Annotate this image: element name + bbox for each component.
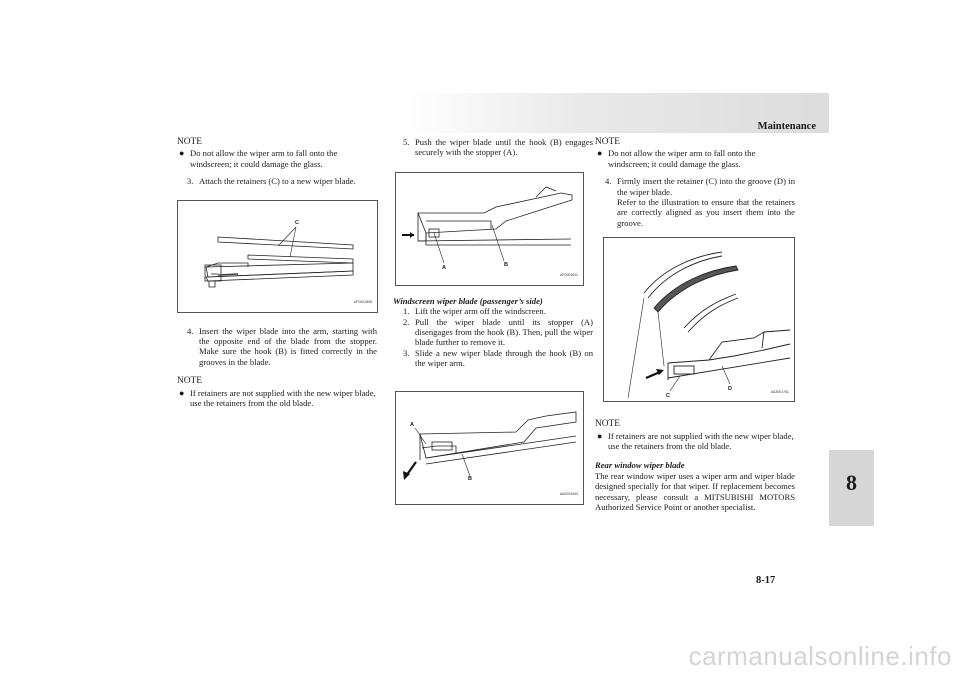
wiper-retainer-illustration: [178, 201, 377, 312]
label-c: C: [295, 219, 299, 226]
step-4-detail: [595, 197, 795, 228]
page-number: 8-17: [756, 575, 776, 586]
step-text: Attach the retainers (C) to a new wiper blade.: [199, 176, 356, 187]
figure-retainer-insert: [603, 237, 795, 402]
figure-code: AF0001811: [560, 273, 578, 278]
section-title: Maintenance: [757, 121, 816, 132]
label-a: A: [442, 264, 446, 271]
step-number: 5.: [403, 137, 410, 147]
column-1: [177, 137, 377, 408]
label-b: B: [504, 261, 508, 268]
note-text: Do not allow the wiper arm to fall onto the windscreen; it could damage the glass.: [608, 148, 756, 169]
step-3: [177, 176, 377, 186]
step-text: Push the wiper blade until the hook (B) engages securely with the stopper (A).: [415, 137, 593, 158]
note-bullet: [595, 148, 795, 169]
step-number: 2.: [403, 316, 410, 327]
label-d: D: [728, 386, 732, 393]
note-label: NOTE: [595, 419, 620, 430]
section-heading: Rear window wiper blade: [595, 460, 685, 471]
rear-wiper-paragraph: The rear window wiper uses a wiper arm and wiper blade designed specially for that wiper. If replacement becomes necessary, please consult a MITSUBISHI MOTORS Authorized Service Point or another specialist.: [595, 470, 795, 513]
chapter-number: 8: [846, 470, 857, 495]
step-text: Slide a new wiper blade through the hook (B) on the wiper arm.: [415, 347, 593, 369]
bullet-icon: ●: [597, 430, 603, 441]
note-text: Do not allow the wiper arm to fall onto the windscreen; it could damage the glass.: [190, 148, 338, 169]
bullet-icon: ●: [597, 148, 603, 159]
bullet-icon: ●: [179, 387, 185, 398]
step-number: 1.: [403, 306, 410, 317]
step-text: Refer to the illustration to ensure that the retainers are correctly aligned as you insert them into the groove.: [617, 197, 795, 228]
note-text: If retainers are not supplied with the new wiper blade, use the retainers from the old blade.: [190, 387, 376, 409]
step-number: 4.: [605, 176, 612, 187]
column-2: [393, 137, 593, 505]
note-label: NOTE: [595, 137, 620, 147]
step-text: Pull the wiper blade until its stopper (A) disengages from the hook (B). Then, pull the wiper blade further to remove it.: [415, 316, 593, 348]
step-5: [393, 137, 593, 158]
list-item: [393, 317, 593, 348]
step-text: Insert the wiper blade into the arm, starting with the opposite end of the blade from the stopper. Make sure the hook (B) is fitted correctly in the grooves in the blade.: [199, 325, 377, 367]
section-heading: Windscreen wiper blade (passenger’s side): [393, 295, 543, 306]
note-bullet: [177, 388, 377, 409]
figure-hook-slide: [395, 391, 584, 505]
list-item: [393, 306, 593, 316]
note-text: If retainers are not supplied with the new wiper blade, use the retainers from the old blade.: [608, 430, 794, 452]
note-bullet: [595, 431, 795, 452]
figure-code: AF0001808: [353, 300, 372, 305]
label-b: B: [468, 475, 472, 482]
wiper-hook-illustration: [396, 173, 583, 285]
figure-hook-engage: [395, 172, 584, 286]
step-text: Firmly insert the retainer (C) into the groove (D) in the wiper blade.: [617, 176, 795, 197]
label-a: A: [410, 421, 414, 428]
note-bullet: [177, 148, 377, 169]
column-3: [595, 137, 795, 513]
list-item: [393, 348, 593, 369]
label-c: C: [666, 393, 670, 400]
bullet-icon: ●: [179, 148, 185, 159]
figure-code: AA3001761: [770, 389, 789, 394]
step-4: [177, 326, 377, 368]
figure-retainer-attach: [177, 200, 378, 313]
figure-code: AA0024943: [559, 492, 578, 497]
step-text: Lift the wiper arm off the windscreen.: [415, 306, 546, 317]
wiper-slide-illustration: [396, 392, 583, 504]
chapter-tab: [829, 450, 874, 526]
watermark: carmanualsonline.info: [688, 641, 952, 671]
note-label: NOTE: [177, 376, 202, 387]
step-number: 3.: [187, 176, 194, 187]
retainer-groove-illustration: [604, 238, 794, 401]
note-label: NOTE: [177, 137, 202, 147]
step-4: [595, 176, 795, 197]
step-list: [393, 306, 593, 368]
step-number: 3.: [403, 347, 410, 358]
step-number: 4.: [187, 325, 194, 336]
